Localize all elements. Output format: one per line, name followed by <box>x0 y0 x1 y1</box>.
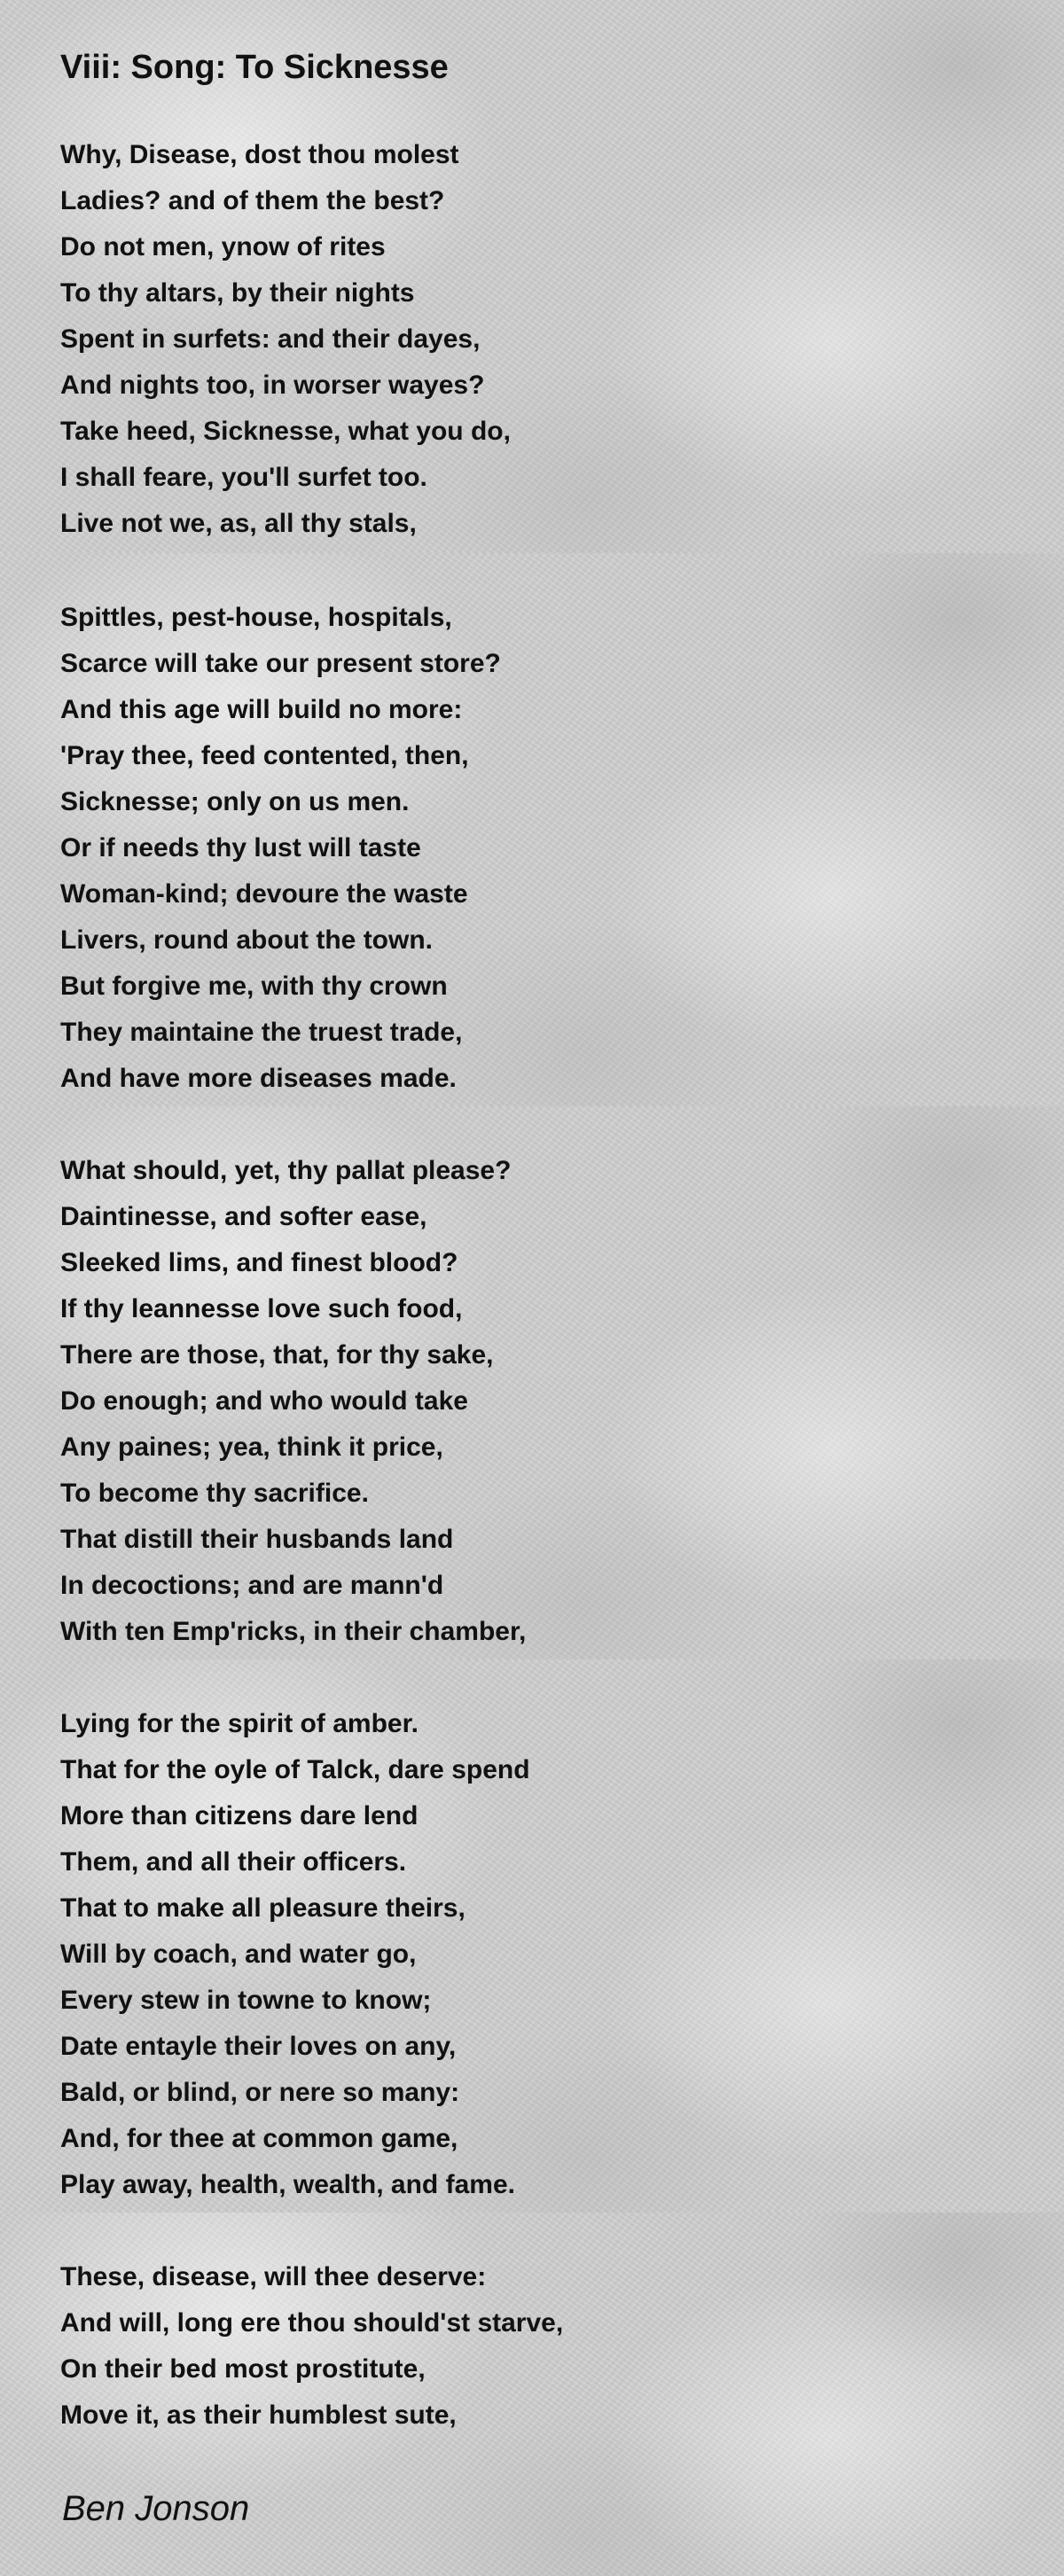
poem-line: There are those, that, for thy sake, <box>60 1340 494 1370</box>
poem-line: What should, yet, thy pallat please? <box>60 1156 512 1185</box>
poem-line: Spent in surfets: and their dayes, <box>60 324 481 354</box>
poem-line: And have more diseases made. <box>60 1064 457 1093</box>
poem-line: To thy altars, by their nights <box>60 278 415 308</box>
poem-line: Will by coach, and water go, <box>60 1940 417 1969</box>
poem-line: Livers, round about the town. <box>60 925 433 955</box>
poem-line: Them, and all their officers. <box>60 1847 407 1877</box>
poem-line: And, for thee at common game, <box>60 2124 458 2153</box>
poem-line: Woman-kind; devoure the waste <box>60 879 468 909</box>
poem-line: And nights too, in worser wayes? <box>60 371 485 400</box>
poem-line: If thy leannesse love such food, <box>60 1294 463 1323</box>
poem-line: And this age will build no more: <box>60 695 463 724</box>
poem-line: To become thy sacrifice. <box>60 1479 369 1508</box>
poem-line: Play away, health, wealth, and fame. <box>60 2170 515 2199</box>
poem-line: On their bed most prostitute, <box>60 2354 426 2384</box>
stanza-1 <box>60 132 1018 547</box>
poem-line: Live not we, as, all thy stals, <box>60 509 417 538</box>
poem-line: Daintinesse, and softer ease, <box>60 1202 427 1231</box>
poem-line: 'Pray thee, feed contented, then, <box>60 741 469 770</box>
stanza-3 <box>60 1148 1018 1655</box>
poem-line: Lying for the spirit of amber. <box>60 1709 419 1738</box>
poem-title: Viii: Song: To Sicknesse <box>60 49 449 86</box>
poem-line: Any paines; yea, think it price, <box>60 1432 443 1462</box>
stanza-5 <box>60 2254 1018 2439</box>
poem-line: Sleeked lims, and finest blood? <box>60 1248 458 1277</box>
poem-line: Or if needs thy lust will taste <box>60 833 421 863</box>
poem-author: Ben Jonson <box>62 2489 250 2528</box>
poem-line: These, disease, will thee deserve: <box>60 2262 487 2291</box>
poem-line: I shall feare, you'll surfet too. <box>60 463 427 492</box>
poem-line: That for the oyle of Talck, dare spend <box>60 1755 530 1784</box>
poem-line: But forgive me, with thy crown <box>60 972 448 1001</box>
poem-line: That distill their husbands land <box>60 1525 454 1554</box>
poem-line: Scarce will take our present store? <box>60 649 501 678</box>
poem-line: Date entayle their loves on any, <box>60 2032 457 2061</box>
poem-line: Every stew in towne to know; <box>60 1986 432 2015</box>
poem-line: Spittles, pest-house, hospitals, <box>60 603 452 632</box>
poem-line: Ladies? and of them the best? <box>60 186 445 215</box>
poem-line: Why, Disease, dost thou molest <box>60 140 459 169</box>
stanza-2 <box>60 595 1018 1102</box>
poem-line: Take heed, Sicknesse, what you do, <box>60 417 511 446</box>
poem-line: In decoctions; and are mann'd <box>60 1571 444 1600</box>
stanza-4 <box>60 1701 1018 2208</box>
poem-line: That to make all pleasure theirs, <box>60 1893 466 1923</box>
poem-line: They maintaine the truest trade, <box>60 1018 463 1047</box>
poem-line: Do not men, ynow of rites <box>60 232 386 262</box>
poem-line: Move it, as their humblest sute, <box>60 2400 457 2430</box>
poem-line: And will, long ere thou should'st starve, <box>60 2308 564 2338</box>
poem-line: More than citizens dare lend <box>60 1801 419 1831</box>
poem-line: Do enough; and who would take <box>60 1386 468 1416</box>
poem-line: With ten Emp'ricks, in their chamber, <box>60 1617 527 1646</box>
poem-line: Sicknesse; only on us men. <box>60 787 410 816</box>
poem-line: Bald, or blind, or nere so many: <box>60 2078 460 2107</box>
